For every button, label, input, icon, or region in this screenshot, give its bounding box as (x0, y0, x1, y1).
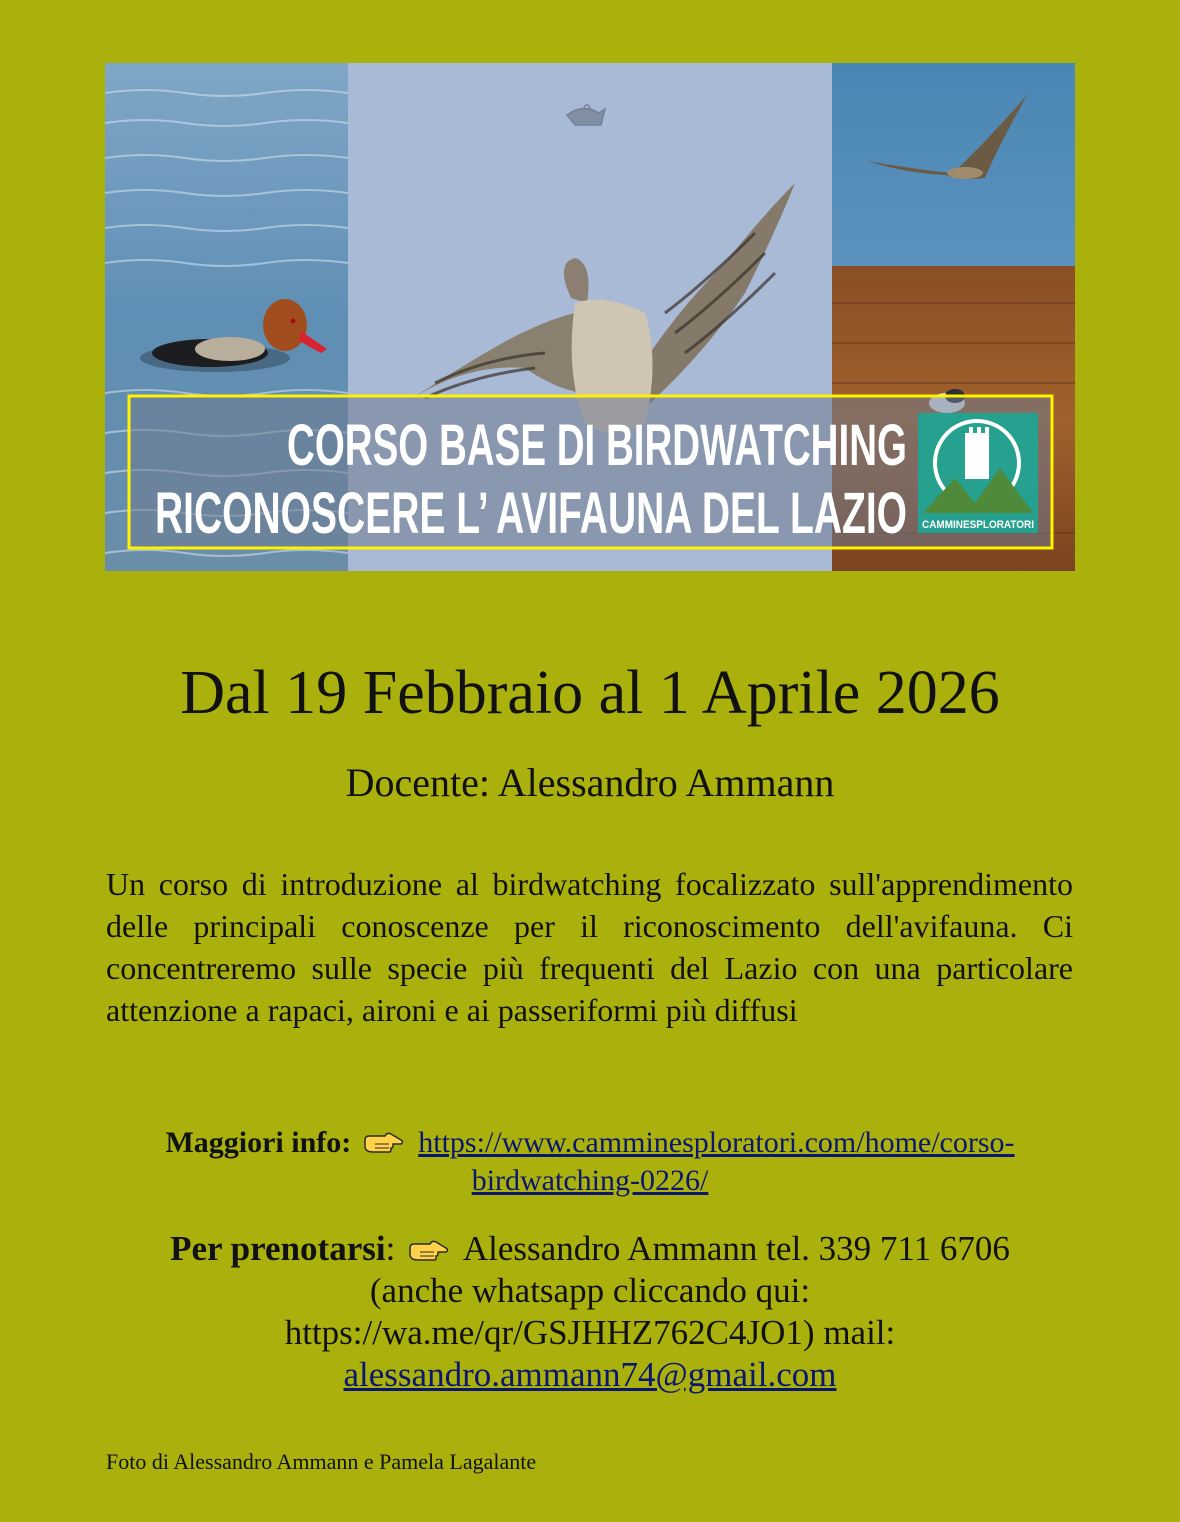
pointing-hand-icon (363, 1130, 405, 1156)
pointing-hand-icon (408, 1238, 450, 1264)
course-description: Un corso di introduzione al birdwatching focalizzato sull'apprendimento delle principali conoscenze per il riconoscimento dell'avifauna. Ci concentreremo sulle specie più frequenti del Lazio con una particolare attenzione a rapaci, aironi e ai passeriformi più diffusi (106, 866, 1073, 1028)
banner-image (105, 63, 1075, 571)
teacher-name: Docente: Alessandro Ammann (345, 760, 835, 805)
more-info-link[interactable]: https://www.camminesploratori.com/home/corso-birdwatching-0226/ (418, 1126, 1015, 1197)
camminesploratori-logo (918, 413, 1038, 533)
banner-collage (105, 63, 1075, 571)
falcon-photo (832, 63, 1075, 266)
logo-label: CAMMINESPLORATORI (922, 519, 1034, 531)
booking-contact: Alessandro Ammann tel. 339 711 6706 (anche whatsapp cliccando qui: https://wa.me/qr/GSJHHZ762C4JO1) mail: (284, 1229, 1010, 1352)
booking-separator: : (385, 1229, 396, 1268)
more-info-label: Maggiori info: (165, 1126, 352, 1159)
booking-section (120, 1228, 1060, 1396)
banner-title-line2: RICONOSCERE L’ AVIFAUNA DEL LAZIO (155, 481, 907, 546)
photo-credits: Foto di Alessandro Ammann e Pamela Lagalante (106, 1449, 537, 1474)
course-dates-heading: Dal 19 Febbraio al 1 Aprile 2026 (180, 659, 1000, 727)
booking-label: Per prenotarsi (170, 1229, 386, 1268)
booking-email-link[interactable]: alessandro.ammann74@gmail.com (343, 1355, 837, 1394)
more-info-section (120, 1124, 1060, 1200)
banner-title-line1: CORSO BASE DI BIRDWATCHING (287, 413, 907, 478)
